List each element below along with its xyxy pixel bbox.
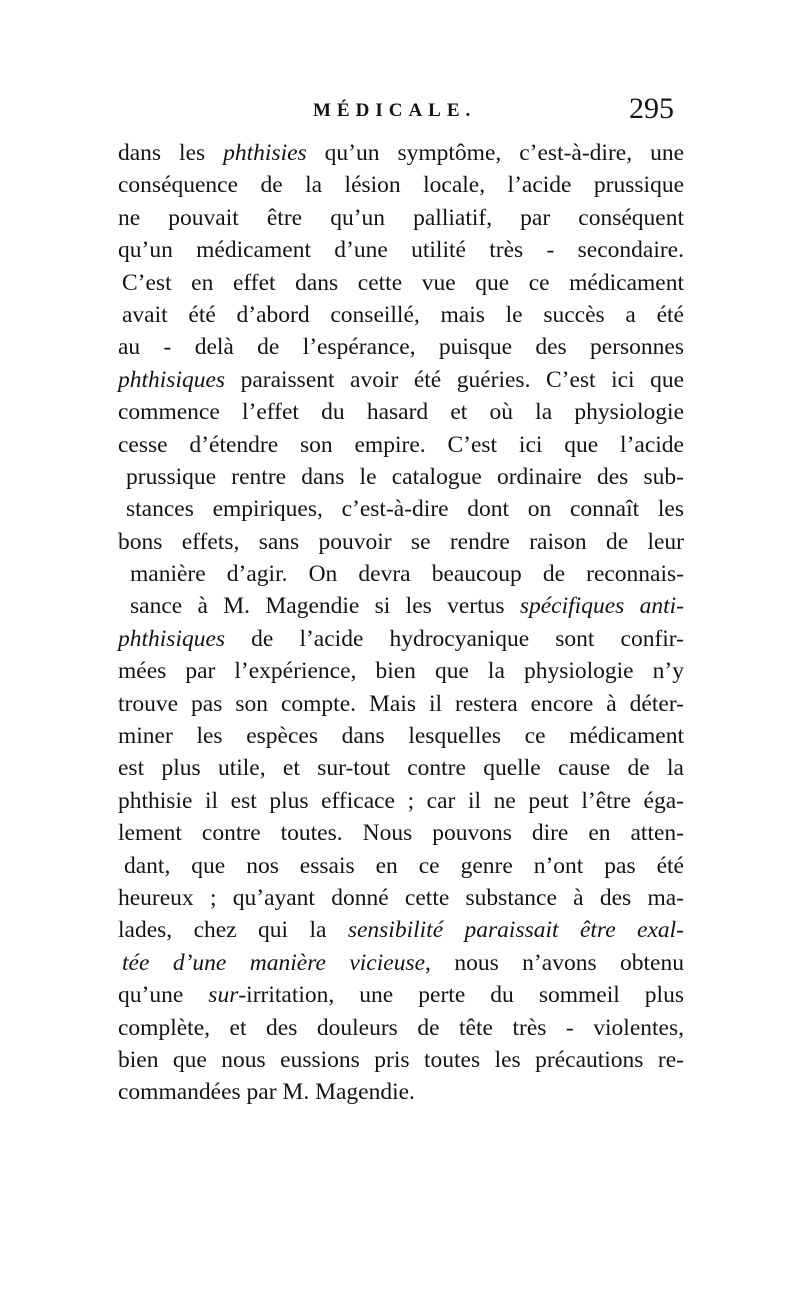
text-segment: manière d’agir. On devra beaucoup de reconnais- xyxy=(130,561,684,588)
text-segment: bons effets, sans pouvoir se rendre raison de leur xyxy=(118,528,684,555)
text-line xyxy=(118,169,684,201)
text-segment: qu’une xyxy=(118,982,209,1009)
text-segment: avait été d’abord conseillé, mais le succès a été xyxy=(122,301,684,328)
text-line xyxy=(118,688,684,720)
italic-segment: spécifiques anti- xyxy=(519,593,684,620)
text-line xyxy=(118,817,684,849)
text-segment: au - delà de l’espérance, puisque des personnes xyxy=(118,334,684,361)
text-line xyxy=(118,1044,684,1076)
text-segment: , nous n’avons obtenu xyxy=(425,949,684,976)
italic-segment: sur xyxy=(208,982,239,1009)
text-line xyxy=(118,623,684,655)
text-segment: cesse d’étendre son empire. C’est ici que l’acide xyxy=(118,431,684,458)
text-line xyxy=(118,202,684,234)
text-segment: complète, et des douleurs de tête très - violentes, xyxy=(118,1014,684,1041)
text-segment: commence l’effet du hasard et où la physiologie xyxy=(118,399,684,426)
text-segment: lement contre toutes. Nous pouvons dire en atten- xyxy=(118,820,684,847)
text-line xyxy=(118,558,684,590)
text-line xyxy=(118,720,684,752)
text-line xyxy=(118,882,684,914)
text-segment: prussique rentre dans le catalogue ordinaire des sub- xyxy=(126,463,684,490)
text-segment: -irritation, une perte du sommeil plus xyxy=(238,982,684,1009)
text-line xyxy=(118,461,684,493)
italic-segment: phthisies xyxy=(223,140,307,166)
text-segment: lades, chez qui la xyxy=(118,917,348,944)
text-line xyxy=(118,914,684,946)
italic-segment: phthisiques xyxy=(118,366,226,393)
text-line xyxy=(118,655,684,687)
page-number: 295 xyxy=(629,92,674,125)
text-line xyxy=(118,137,684,169)
text-line xyxy=(118,785,684,817)
text-line xyxy=(118,590,684,622)
italic-segment: phthisiques xyxy=(118,625,226,652)
text-line xyxy=(118,947,684,979)
text-segment: paraissent avoir été guéries. C’est ici que xyxy=(225,366,684,393)
text-segment: dans les xyxy=(118,140,224,166)
text-line xyxy=(118,299,684,331)
text-segment: dant, que nos essais en ce genre n’ont pas été xyxy=(124,852,684,879)
text-segment: est plus utile, et sur-tout contre quelle cause de la xyxy=(118,755,684,782)
text-line xyxy=(118,1076,684,1108)
text-line xyxy=(118,752,684,784)
text-segment: heureux ; qu’ayant donné cette substance à des ma- xyxy=(118,884,684,911)
text-line xyxy=(118,526,684,558)
text-line xyxy=(118,979,684,1011)
text-segment: trouve pas son compte. Mais il restera encore à déter- xyxy=(118,690,684,717)
text-line xyxy=(118,331,684,363)
text-segment: mées par l’expérience, bien que la physiologie n’y xyxy=(118,658,684,685)
text-segment: C’est en effet dans cette vue que ce médicament xyxy=(122,269,684,296)
text-line xyxy=(118,1012,684,1044)
text-segment: qu’un médicament d’une utilité très - secondaire. xyxy=(118,237,684,264)
text-segment: ne pouvait être qu’un palliatif, par conséquent xyxy=(118,204,684,231)
italic-segment: tée d’une manière vicieuse xyxy=(122,949,426,976)
text-line xyxy=(118,364,684,396)
text-segment: conséquence de la lésion locale, l’acide prussique xyxy=(118,172,684,199)
text-line xyxy=(118,493,684,525)
italic-segment: sensibilité paraissait être exal- xyxy=(347,917,684,944)
text-segment: qu’un symptôme, c’est-à-dire, une xyxy=(306,140,684,166)
text-segment: bien que nous eussions pris toutes les précautions re- xyxy=(118,1046,684,1073)
body-paragraph xyxy=(118,137,684,1109)
text-line xyxy=(118,429,684,461)
text-line xyxy=(118,396,684,428)
running-title: MÉDICALE. xyxy=(313,100,477,121)
text-segment: de l’acide hydrocyanique sont confir- xyxy=(225,625,684,652)
text-line xyxy=(118,267,684,299)
text-segment: sance à M. Magendie si les vertus xyxy=(130,593,520,620)
text-segment: stances empiriques, c’est-à-dire dont on connaît les xyxy=(126,496,684,523)
text-segment: phthisie il est plus efficace ; car il ne peut l’être éga- xyxy=(118,787,684,814)
text-segment: commandées par M. Magendie. xyxy=(118,1079,415,1106)
text-line xyxy=(118,850,684,882)
text-line xyxy=(118,234,684,266)
text-segment: miner les espèces dans lesquelles ce médicament xyxy=(118,723,684,750)
